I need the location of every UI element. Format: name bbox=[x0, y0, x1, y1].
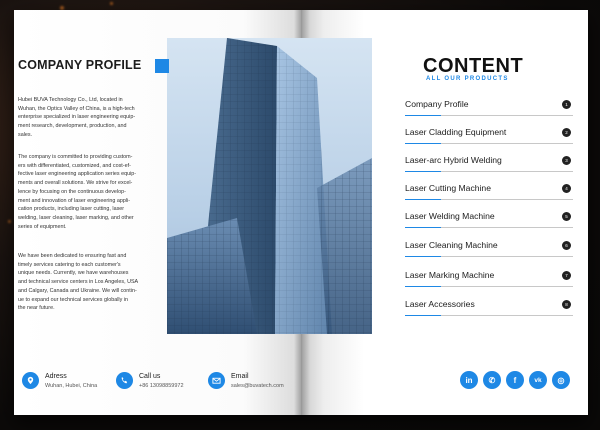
contact-label: Email bbox=[231, 373, 249, 380]
profile-paragraph-3 bbox=[18, 252, 160, 313]
toc-item-laser-cutting[interactable] bbox=[405, 180, 573, 202]
toc-item-laser-accessories[interactable] bbox=[405, 296, 573, 318]
contact-label: Call us bbox=[139, 373, 161, 380]
contact-label: Adress bbox=[45, 373, 67, 380]
toc-item-label: Laser Cutting Machine bbox=[405, 183, 491, 193]
toc-item-label: Laser Accessories bbox=[405, 299, 475, 309]
toc-item-label: Laser Cleaning Machine bbox=[405, 240, 498, 250]
profile-paragraph-1 bbox=[18, 96, 160, 140]
toc-divider bbox=[405, 115, 573, 116]
toc-item-company-profile[interactable] bbox=[405, 96, 573, 118]
toc-divider bbox=[405, 171, 573, 172]
toc-divider bbox=[405, 256, 573, 257]
email-icon bbox=[208, 372, 225, 389]
title-accent-bar bbox=[155, 59, 169, 73]
text-line: fective laser engineering application series equip- bbox=[18, 171, 137, 178]
toc-item-label: Laser Welding Machine bbox=[405, 211, 495, 221]
company-profile-title: COMPANY PROFILE bbox=[18, 58, 142, 72]
toc-item-label: Laser Marking Machine bbox=[405, 270, 495, 280]
building-photo bbox=[167, 38, 372, 334]
text-line: ue to expand our technical services globally in bbox=[18, 296, 128, 303]
text-line: and Calgary, Canada and Ukraine. We will contin- bbox=[18, 287, 137, 294]
text-line: unique needs. Currently, we have warehouses bbox=[18, 270, 129, 277]
text-line: enterprise specialized in laser engineering equip- bbox=[18, 114, 136, 121]
profile-paragraph-2 bbox=[18, 153, 160, 231]
toc-divider bbox=[405, 143, 573, 144]
text-line: and technical service centers in Los Angeles, USA bbox=[18, 279, 139, 286]
location-icon bbox=[22, 372, 39, 389]
text-line: ment research, development, production, and bbox=[18, 123, 127, 130]
toc-item-label: Company Profile bbox=[405, 99, 469, 109]
contact-value: +86 13098859972 bbox=[139, 383, 184, 389]
text-line: cation products, including laser cutting, laser bbox=[18, 206, 125, 213]
linkedin-icon[interactable]: in bbox=[460, 371, 478, 389]
toc-item-label: Laser-arc Hybrid Welding bbox=[405, 155, 502, 165]
text-line: Wuhan, the Optics Valley of China, is a high-tech bbox=[18, 105, 135, 112]
content-title: CONTENT bbox=[423, 55, 524, 77]
toc-divider bbox=[405, 286, 573, 287]
whatsapp-icon[interactable]: ✆ bbox=[483, 371, 501, 389]
text-line: The company is committed to providing custom- bbox=[18, 154, 133, 160]
toc-divider bbox=[405, 315, 573, 316]
text-line: ments and overall solutions. We strive for excel- bbox=[18, 180, 133, 187]
phone-icon bbox=[116, 372, 133, 389]
text-line: series of equipment. bbox=[18, 223, 67, 230]
toc-item-label: Laser Cladding Equipment bbox=[405, 127, 507, 137]
toc-item-laser-cladding[interactable] bbox=[405, 124, 573, 146]
contact-row bbox=[22, 370, 282, 394]
building-illustration bbox=[167, 38, 372, 334]
toc-item-number: 1 bbox=[562, 100, 571, 109]
toc-item-number: 2 bbox=[562, 128, 571, 137]
toc-item-laser-welding[interactable] bbox=[405, 208, 573, 230]
toc-item-number: 4 bbox=[562, 184, 571, 193]
text-line: sales. bbox=[18, 131, 33, 138]
toc-divider bbox=[405, 199, 573, 200]
text-line: ment and innovation of laser engineering appli- bbox=[18, 197, 131, 204]
instagram-icon[interactable]: ◎ bbox=[552, 371, 570, 389]
contact-value: sales@buvatech.com bbox=[231, 383, 284, 389]
toc-item-laser-arc-hybrid[interactable] bbox=[405, 152, 573, 174]
text-line: Hubei BUVA Technology Co., Ltd, located in bbox=[18, 97, 123, 103]
text-line: timely services catering to each customer's bbox=[18, 261, 121, 268]
text-line: welding, laser cleaning, laser marking, and other bbox=[18, 214, 134, 221]
text-line: lence by focusing on the continuous develop- bbox=[18, 188, 126, 195]
toc-item-number: 8 bbox=[562, 300, 571, 309]
text-line: We have been dedicated to ensuring fast and bbox=[18, 253, 127, 259]
vk-icon[interactable]: vk bbox=[529, 371, 547, 389]
facebook-icon[interactable]: f bbox=[506, 371, 524, 389]
toc-item-number: 5 bbox=[562, 212, 571, 221]
content-subtitle: ALL OUR PRODUCTS bbox=[426, 76, 509, 82]
toc-item-laser-cleaning[interactable] bbox=[405, 237, 573, 259]
toc-item-laser-marking[interactable] bbox=[405, 267, 573, 289]
text-line: the near future. bbox=[18, 305, 55, 312]
toc-item-number: 3 bbox=[562, 156, 571, 165]
toc-item-number: 6 bbox=[562, 241, 571, 250]
contact-value: Wuhan, Hubei, China bbox=[45, 383, 98, 389]
text-line: ers with differentiated, customized, and cost-ef- bbox=[18, 162, 131, 169]
toc-divider bbox=[405, 227, 573, 228]
toc-item-number: 7 bbox=[562, 271, 571, 280]
